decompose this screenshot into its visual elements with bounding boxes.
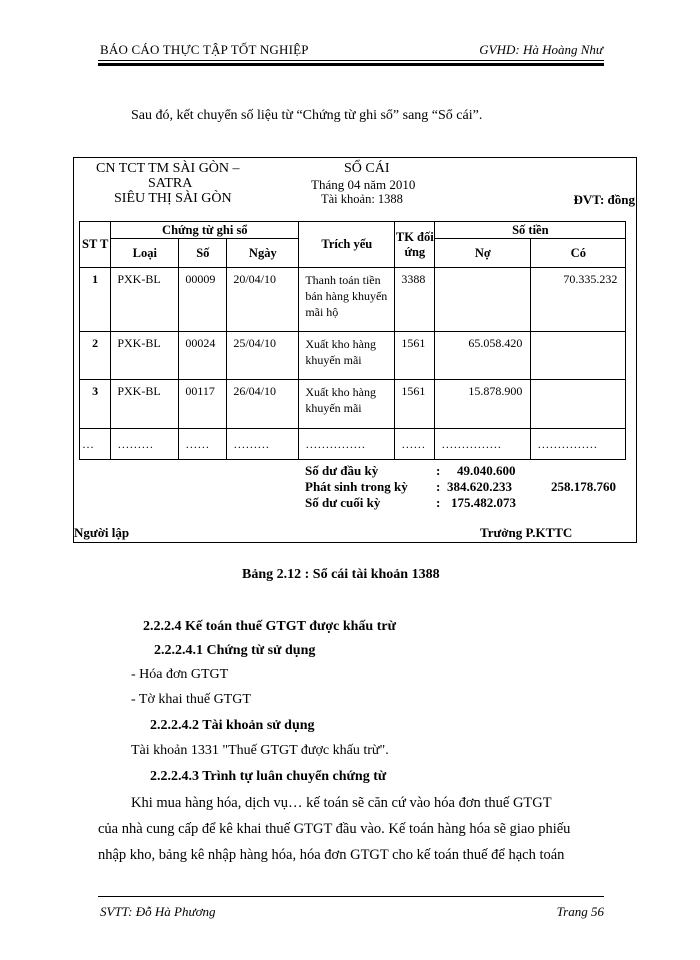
list-item: - Tờ khai thuế GTGT [131, 692, 251, 707]
header-rule-thin [98, 60, 604, 61]
row-date: 26/04/10 [227, 380, 299, 429]
filler-date: ……… [227, 429, 299, 460]
header-rule-thick [98, 63, 604, 66]
row-debit: 15.878.900 [435, 380, 531, 429]
paragraph-line: nhập kho, bảng kê nhập hàng hóa, hóa đơn GTGT cho kế toán thuế để hạch toán [98, 847, 565, 863]
opening-balance-label: Số dư đầu kỳ [305, 463, 379, 478]
row-credit [531, 332, 626, 380]
table-row [80, 380, 626, 429]
paragraph-line: Khi mua hàng hóa, dịch vụ… kế toán sẽ căn cứ vào hóa đơn thuế GTGT [131, 795, 552, 811]
ledger-table [79, 221, 626, 460]
row-contra-account: 1561 [395, 380, 435, 429]
col-header-description: Trích yếu [299, 222, 395, 268]
row-date: 20/04/10 [227, 268, 299, 332]
row-credit: 70.335.232 [531, 268, 626, 332]
row-type: PXK-BL [111, 332, 179, 380]
ledger-box [73, 157, 637, 543]
row-stt: 2 [80, 332, 111, 380]
col-header-contra-account: TK đối ứng [395, 222, 435, 268]
table-row-filler [80, 429, 626, 460]
row-contra-account: 1561 [395, 332, 435, 380]
footer-rule [98, 896, 604, 897]
account-description: Tài khoản 1331 "Thuế GTGT được khấu trừ". [131, 743, 389, 758]
header-report-title: BÁO CÁO THỰC TẬP TỐT NGHIỆP [100, 42, 309, 57]
movement-label: Phát sinh trong kỳ [305, 479, 408, 494]
col-header-amount: Số tiền [435, 222, 626, 239]
filler-stt: … [80, 429, 111, 460]
chief-label: Trưởng P.KTTC [480, 525, 573, 540]
footer-student: SVTT: Đỗ Hà Phương [100, 904, 216, 919]
row-credit [531, 380, 626, 429]
movement-credit-value: 258.178.760 [551, 479, 616, 494]
opening-balance-value: 49.040.600 [457, 463, 516, 478]
row-type: PXK-BL [111, 380, 179, 429]
filler-debit: …………… [435, 429, 531, 460]
ledger-period: Tháng 04 năm 2010 [311, 177, 416, 192]
section-heading-2-2-2-4-1: 2.2.2.4.1 Chứng từ sử dụng [154, 643, 316, 658]
company-line-1: CN TCT TM SÀI GÒN – [96, 161, 240, 176]
row-number: 00024 [179, 332, 227, 380]
ledger-account: Tài khoản: 1388 [321, 192, 403, 206]
row-number: 00009 [179, 268, 227, 332]
filler-credit: …………… [531, 429, 626, 460]
row-description: Xuất kho hàng khuyến mãi [299, 380, 395, 429]
paragraph-line: của nhà cung cấp để kê khai thuế GTGT đầu vào. Kế toán hàng hóa sẽ giao phiếu [98, 821, 571, 837]
row-debit: 65.058.420 [435, 332, 531, 380]
filler-type: ……… [111, 429, 179, 460]
table-row [80, 332, 626, 380]
section-heading-2-2-2-4: 2.2.2.4 Kế toán thuế GTGT được khấu trừ [143, 619, 396, 634]
company-line-2: SATRA [148, 176, 193, 191]
row-description: Thanh toán tiền bán hàng khuyến mãi hộ [299, 268, 395, 332]
header-instructor: GVHD: Hà Hoàng Như [479, 42, 603, 57]
list-item: - Hóa đơn GTGT [131, 667, 229, 682]
closing-balance-label: Số dư cuối kỳ [305, 495, 381, 510]
table-caption: Bảng 2.12 : Sổ cái tài khoản 1388 [242, 567, 440, 582]
row-stt: 1 [80, 268, 111, 332]
company-line-3: SIÊU THỊ SÀI GÒN [114, 191, 232, 206]
ledger-title: SỔ CÁI [344, 161, 390, 176]
col-header-voucher: Chứng từ ghi sổ [111, 222, 299, 239]
section-heading-2-2-2-4-2: 2.2.2.4.2 Tài khoản sử dụng [150, 718, 315, 733]
row-date: 25/04/10 [227, 332, 299, 380]
preparer-label: Người lập [74, 525, 130, 540]
row-number: 00117 [179, 380, 227, 429]
col-header-stt: ST T [80, 222, 111, 268]
col-header-debit: Nợ [435, 239, 531, 268]
summary-colon: : [436, 463, 441, 478]
movement-debit-value: 384.620.233 [447, 479, 512, 494]
filler-account: …… [395, 429, 435, 460]
col-header-date: Ngày [227, 239, 299, 268]
intro-sentence: Sau đó, kết chuyển số liệu từ “Chứng từ ghi sổ” sang “Sổ cái”. [131, 108, 483, 123]
table-row [80, 268, 626, 332]
section-heading-2-2-2-4-3: 2.2.2.4.3 Trình tự luân chuyển chứng từ [150, 769, 387, 784]
col-header-credit: Có [531, 239, 626, 268]
summary-colon: : [436, 479, 441, 494]
filler-description: …………… [299, 429, 395, 460]
row-debit [435, 268, 531, 332]
col-header-type: Loại [111, 239, 179, 268]
footer-page-number: Trang 56 [556, 904, 604, 919]
row-description: Xuất kho hàng khuyến mãi [299, 332, 395, 380]
filler-number: …… [179, 429, 227, 460]
closing-balance-value: 175.482.073 [451, 495, 516, 510]
currency-unit: ĐVT: đồng [573, 192, 635, 207]
row-contra-account: 3388 [395, 268, 435, 332]
row-type: PXK-BL [111, 268, 179, 332]
summary-colon: : [436, 495, 441, 510]
col-header-number: Số [179, 239, 227, 268]
row-stt: 3 [80, 380, 111, 429]
